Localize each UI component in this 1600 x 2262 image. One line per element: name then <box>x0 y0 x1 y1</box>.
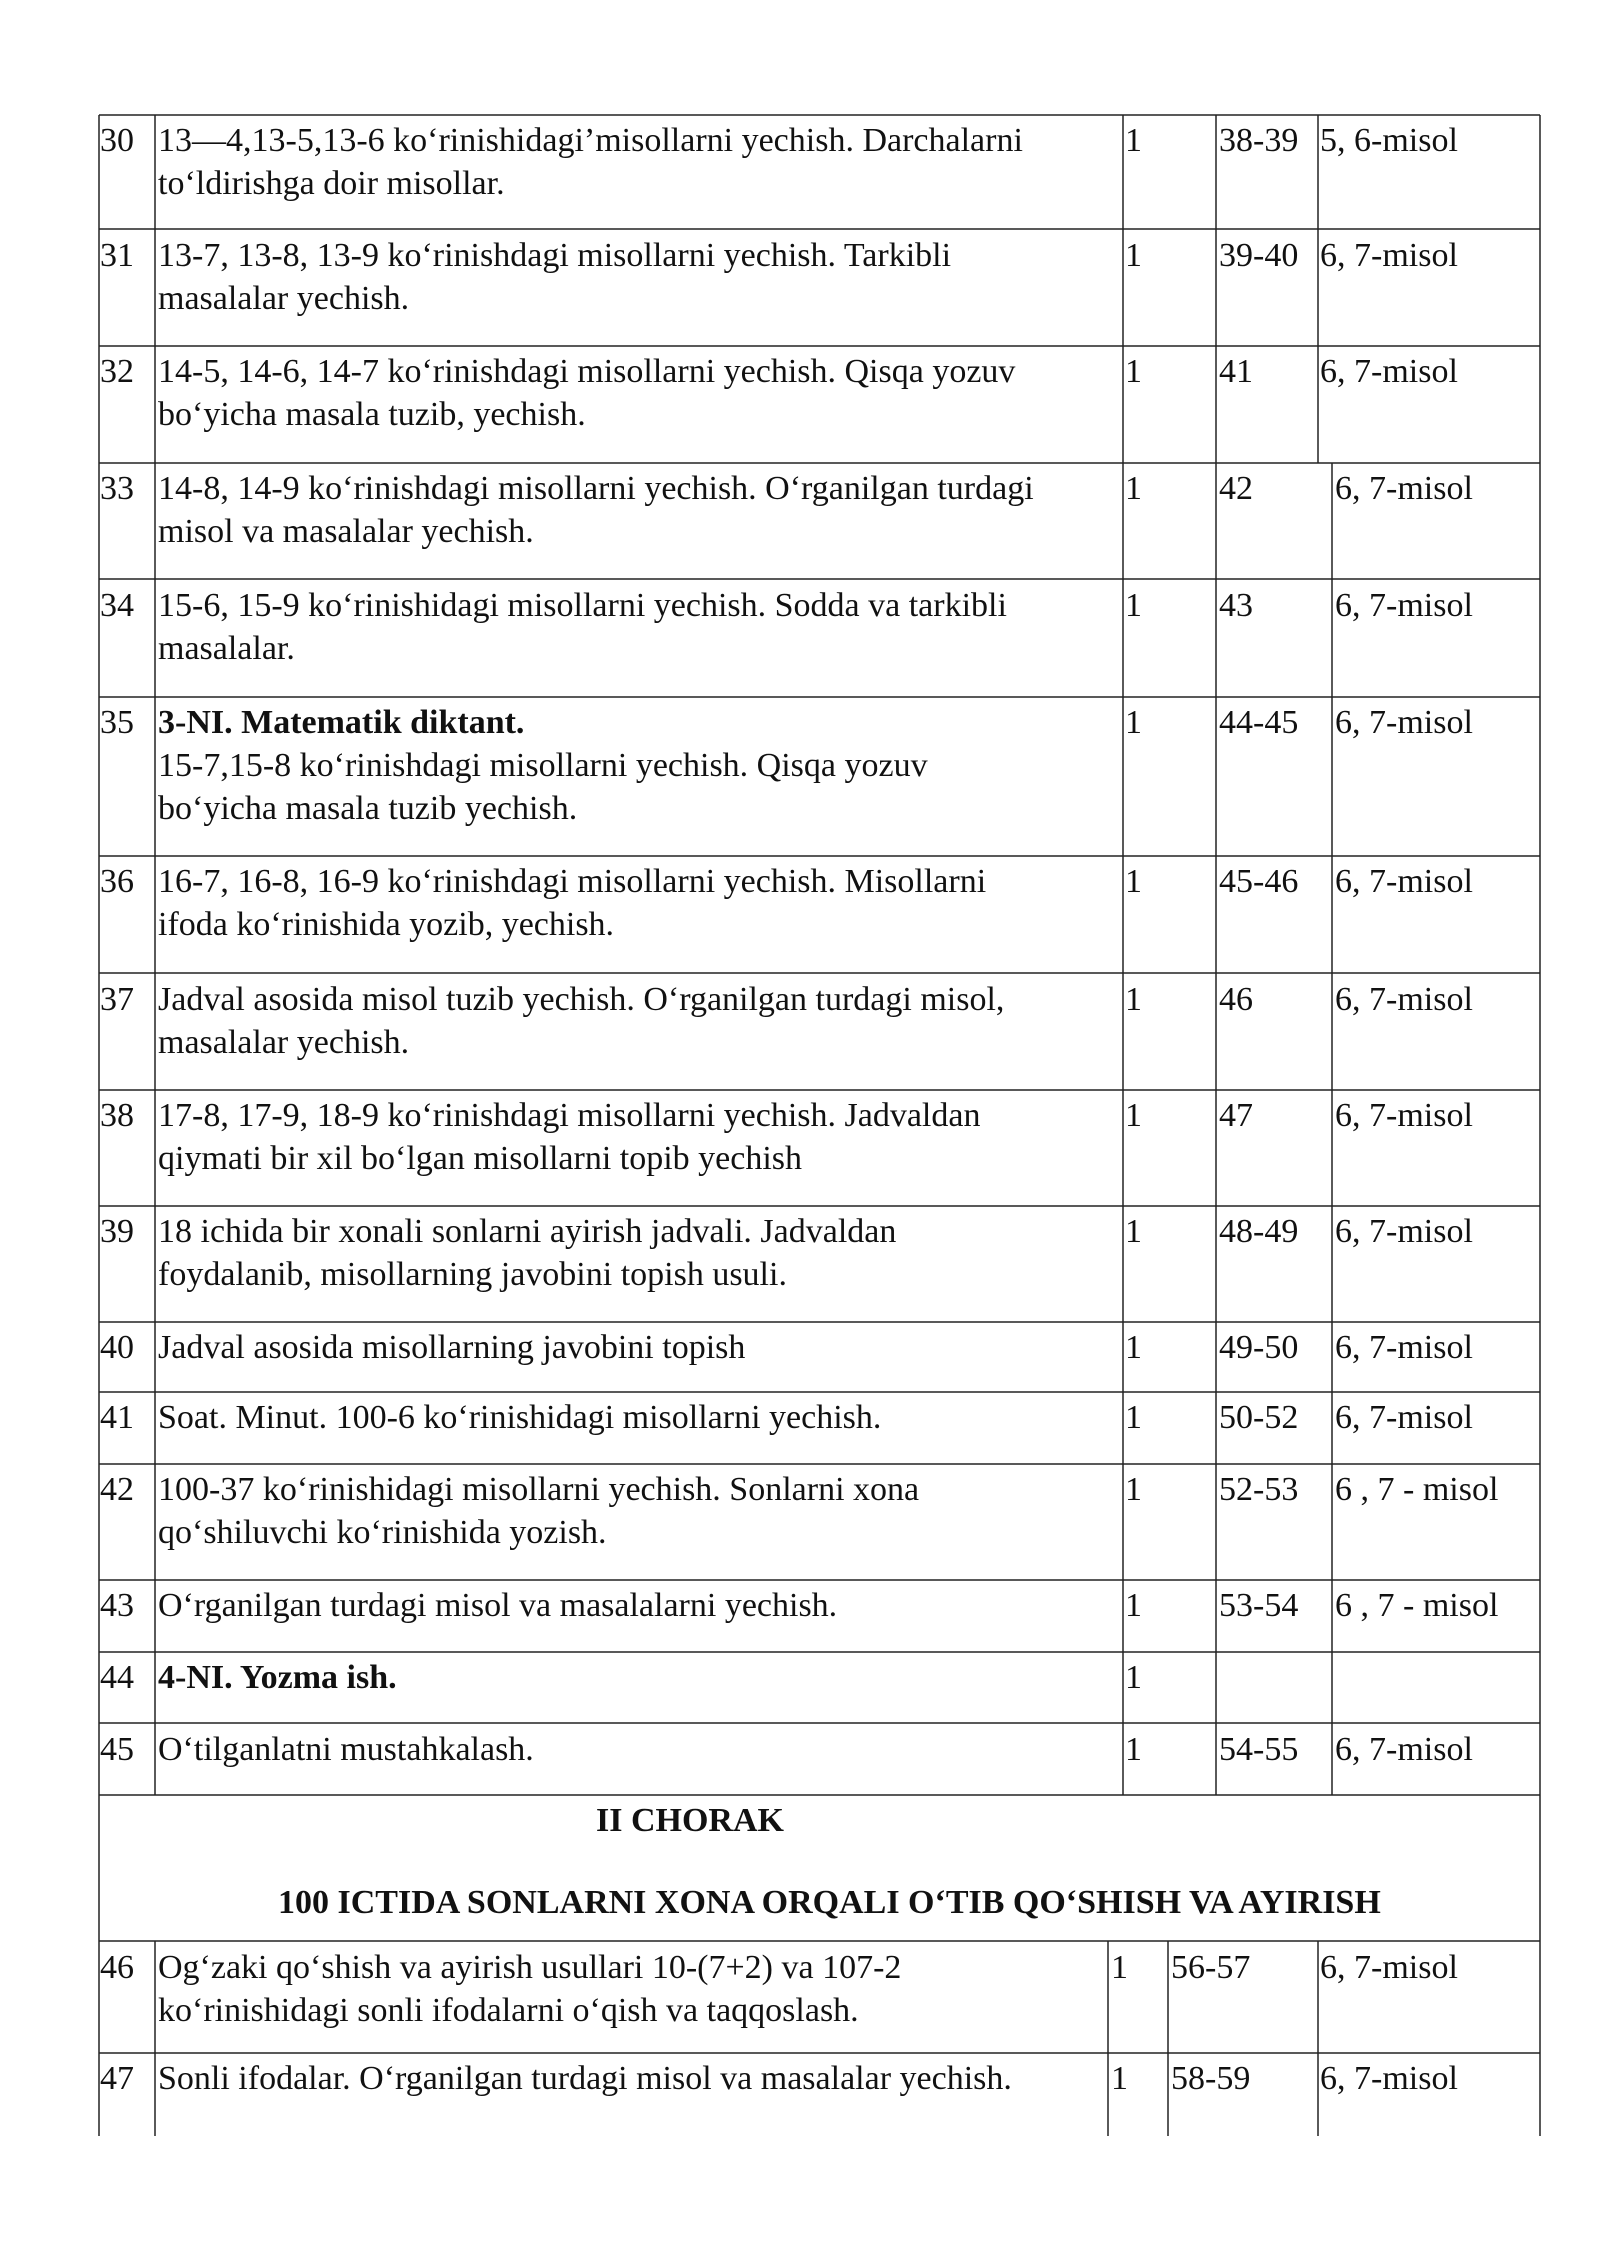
row-number: 35 <box>100 704 134 741</box>
section-topic-heading: 100 ICTIDA SONLARNI XONA ORQALI O‘TIB QO‘SHISH VA AYIRISH <box>278 1884 1381 1921</box>
row-topic-line: Soat. Minut. 100-6 ko‘rinishidagi misollarni yechish. <box>158 1399 882 1436</box>
row-topic-line: masalalar. <box>158 630 295 667</box>
row-pages: 45-46 <box>1219 863 1299 900</box>
row-number: 31 <box>100 237 134 274</box>
row-number: 32 <box>100 353 134 390</box>
row-task: 6, 7-misol <box>1335 704 1473 741</box>
row-topic-line: O‘tilganlatni mustahkalash. <box>158 1731 534 1768</box>
row-topic-line: misol va masalalar yechish. <box>158 513 534 550</box>
row-topic-line: qiymati bir xil bo‘lgan misollarni topib yechish <box>158 1140 803 1177</box>
row-task: 6, 7-misol <box>1335 1399 1473 1436</box>
row-task: 6 , 7 - misol <box>1335 1587 1499 1624</box>
row-topic-line: 13-7, 13-8, 13-9 ko‘rinishdagi misollarni yechish. Tarkibli <box>158 237 952 274</box>
row-pages: 53-54 <box>1219 1587 1299 1624</box>
row-task: 6, 7-misol <box>1335 1329 1473 1366</box>
row-hours: 1 <box>1125 1731 1142 1768</box>
row-heading: 4-NI. Yozma ish. <box>158 1659 397 1696</box>
row-topic-line: masalalar yechish. <box>158 280 410 317</box>
row-task: 6, 7-misol <box>1335 587 1473 624</box>
row-topic-line: to‘ldirishga doir misollar. <box>158 165 505 202</box>
row-topic-line: 15-7,15-8 ko‘rinishdagi misollarni yechish. Qisqa yozuv <box>158 747 928 784</box>
row-pages: 41 <box>1219 353 1253 390</box>
row-task: 6, 7-misol <box>1320 1949 1458 1986</box>
row-pages: 38-39 <box>1219 122 1299 159</box>
row-number: 38 <box>100 1097 134 1134</box>
row-hours: 1 <box>1125 1471 1142 1508</box>
row-hours: 1 <box>1125 704 1142 741</box>
row-number: 45 <box>100 1731 134 1768</box>
row-hours: 1 <box>1125 1659 1142 1696</box>
row-hours: 1 <box>1111 2060 1128 2097</box>
row-number: 43 <box>100 1587 134 1624</box>
row-topic-line: 14-5, 14-6, 14-7 ko‘rinishdagi misollarni yechish. Qisqa yozuv <box>158 353 1016 390</box>
row-number: 41 <box>100 1399 134 1436</box>
row-heading: 3-NI. Matematik diktant. <box>158 704 525 741</box>
row-task: 6, 7-misol <box>1320 353 1458 390</box>
row-topic-line: bo‘yicha masala tuzib yechish. <box>158 790 578 827</box>
row-pages: 39-40 <box>1219 237 1299 274</box>
row-topic-line: 14-8, 14-9 ko‘rinishdagi misollarni yechish. O‘rganilgan turdagi <box>158 470 1034 507</box>
row-pages: 44-45 <box>1219 704 1299 741</box>
row-task: 6 , 7 - misol <box>1335 1471 1499 1508</box>
row-pages: 47 <box>1219 1097 1253 1134</box>
row-topic-line: 15-6, 15-9 ko‘rinishidagi misollarni yechish. Sodda va tarkibli <box>158 587 1007 624</box>
row-number: 33 <box>100 470 134 507</box>
row-pages: 52-53 <box>1219 1471 1299 1508</box>
row-topic-line: masalalar yechish. <box>158 1024 410 1061</box>
row-topic-line: Og‘zaki qo‘shish va ayirish usullari 10-(7+2) va 107-2 <box>158 1949 902 1986</box>
row-topic-line: Jadval asosida misollarning javobini topish <box>158 1329 746 1366</box>
row-number: 36 <box>100 863 134 900</box>
row-task: 6, 7-misol <box>1335 1731 1473 1768</box>
row-hours: 1 <box>1125 587 1142 624</box>
quarter-heading: II CHORAK <box>596 1802 784 1839</box>
row-topic-line: 18 ichida bir xonali sonlarni ayirish jadvali. Jadvaldan <box>158 1213 897 1250</box>
row-pages: 46 <box>1219 981 1253 1018</box>
row-task: 6, 7-misol <box>1335 1097 1473 1134</box>
row-topic-line: qo‘shiluvchi ko‘rinishida yozish. <box>158 1514 607 1551</box>
row-hours: 1 <box>1125 863 1142 900</box>
row-hours: 1 <box>1125 470 1142 507</box>
row-pages: 42 <box>1219 470 1253 507</box>
row-task: 6, 7-misol <box>1335 981 1473 1018</box>
row-number: 40 <box>100 1329 134 1366</box>
row-topic-line: foydalanib, misollarning javobini topish usuli. <box>158 1256 787 1293</box>
row-task: 6, 7-misol <box>1320 2060 1458 2097</box>
row-topic-line: bo‘yicha masala tuzib, yechish. <box>158 396 586 433</box>
row-pages: 49-50 <box>1219 1329 1299 1366</box>
row-number: 47 <box>100 2060 134 2097</box>
row-hours: 1 <box>1125 1329 1142 1366</box>
row-number: 37 <box>100 981 134 1018</box>
row-number: 42 <box>100 1471 134 1508</box>
row-hours: 1 <box>1125 1213 1142 1250</box>
row-hours: 1 <box>1125 981 1142 1018</box>
row-hours: 1 <box>1125 1399 1142 1436</box>
row-topic-line: ifoda ko‘rinishida yozib, yechish. <box>158 906 615 943</box>
row-hours: 1 <box>1125 1097 1142 1134</box>
row-pages: 58-59 <box>1171 2060 1251 2097</box>
row-pages: 43 <box>1219 587 1253 624</box>
row-number: 30 <box>100 122 134 159</box>
row-topic-line: 17-8, 17-9, 18-9 ko‘rinishdagi misollarni yechish. Jadvaldan <box>158 1097 981 1134</box>
row-task: 6, 7-misol <box>1335 863 1473 900</box>
row-topic-line: O‘rganilgan turdagi misol va masalalarni yechish. <box>158 1587 838 1624</box>
row-number: 46 <box>100 1949 134 1986</box>
row-pages: 54-55 <box>1219 1731 1299 1768</box>
row-pages: 56-57 <box>1171 1949 1251 1986</box>
row-number: 39 <box>100 1213 134 1250</box>
row-topic-line: ko‘rinishidagi sonli ifodalarni o‘qish va taqqoslash. <box>158 1992 859 2029</box>
row-hours: 1 <box>1125 353 1142 390</box>
row-hours: 1 <box>1111 1949 1128 1986</box>
row-task: 5, 6-misol <box>1320 122 1458 159</box>
row-task: 6, 7-misol <box>1320 237 1458 274</box>
row-topic-line: 100-37 ko‘rinishidagi misollarni yechish. Sonlarni xona <box>158 1471 920 1508</box>
row-pages: 48-49 <box>1219 1213 1299 1250</box>
row-hours: 1 <box>1125 237 1142 274</box>
row-topic-line: 16-7, 16-8, 16-9 ko‘rinishdagi misollarni yechish. Misollarni <box>158 863 987 900</box>
row-topic-line: Sonli ifodalar. O‘rganilgan turdagi misol va masalalar yechish. <box>158 2060 1012 2097</box>
row-task: 6, 7-misol <box>1335 470 1473 507</box>
row-hours: 1 <box>1125 122 1142 159</box>
row-hours: 1 <box>1125 1587 1142 1624</box>
row-task: 6, 7-misol <box>1335 1213 1473 1250</box>
row-pages: 50-52 <box>1219 1399 1299 1436</box>
row-number: 34 <box>100 587 134 624</box>
row-number: 44 <box>100 1659 134 1696</box>
row-topic-line: 13—4,13-5,13-6 ko‘rinishidagi’misollarni yechish. Darchalarni <box>158 122 1023 159</box>
row-topic-line: Jadval asosida misol tuzib yechish. O‘rganilgan turdagi misol, <box>158 981 1005 1018</box>
